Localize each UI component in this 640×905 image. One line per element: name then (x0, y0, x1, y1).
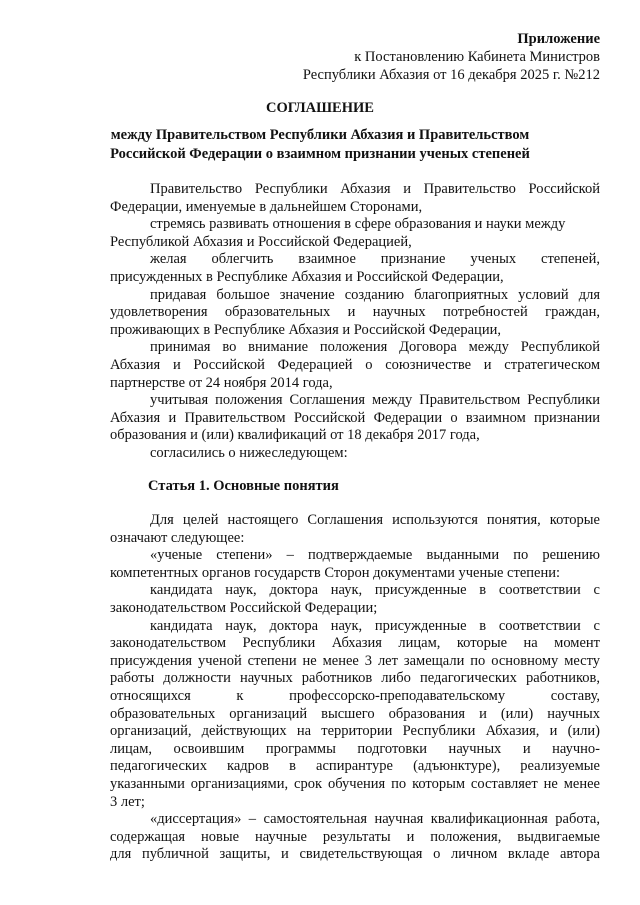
text-line: относящихся к профессорско-преподавательскому составу, (110, 687, 600, 704)
text-line: проживающих в Республике Абхазия и Российской Федерации, (110, 321, 501, 338)
text-line: Республикой Абхазия и Российской Федерацией, (110, 233, 412, 250)
text-line: законодательством Республики Абхазия лицам, которые на момент (110, 635, 600, 652)
text-line: Федерации, именуемые в дальнейшем Сторонами, (110, 198, 423, 215)
text-line: означают следующее: (110, 529, 245, 546)
appendix-line-2: Республики Абхазия от 16 декабря 2025 г. №212 (302, 67, 600, 83)
text-line: педагогических кадров в аспирантуре (адъюнктуре), реализуемые (110, 758, 600, 775)
text-line: Для целей настоящего Соглашения используются понятия, которые (150, 512, 600, 528)
text-line: согласились о нижеследующем: (150, 444, 348, 461)
text-line: присужденных в Республике Абхазия и Российской Федерации, (110, 268, 504, 285)
text-line: Абхазия и Правительством Российской Федерации о взаимном признании (110, 409, 600, 426)
appendix-label: Приложение (517, 31, 600, 47)
text-line: удовлетворения образовательных и научных потребностей граждан, (110, 304, 600, 321)
text-line: стремясь развивать отношения в сфере образования и науки между (150, 216, 566, 233)
article-1-heading: Статья 1. Основные понятия (148, 478, 339, 494)
text-line: законодательством Российской Федерации; (110, 599, 378, 616)
subtitle-line-1: между Правительством Республики Абхазия и Правительством (110, 127, 530, 143)
appendix-line-1: к Постановлению Кабинета Министров (354, 49, 600, 65)
text-line: лицам, освоившим программы подготовки научных и научно- (110, 740, 600, 757)
article-1-body (110, 512, 600, 864)
text-line: организаций, действующих на территории Республики Абхазия, и (или) (110, 723, 600, 740)
text-line: образования и (или) квалификаций от 18 декабря 2017 года, (110, 427, 480, 444)
text-line: компетентных органов государств Сторон документами ученые степени: (110, 564, 561, 581)
text-line: содержащая новые научные результаты и положения, выдвигаемые (110, 828, 600, 845)
text-line: присуждения ученой степени не менее 3 лет замещали по основному месту (110, 652, 600, 669)
text-line: указанными организациями, срок обучения по которым составляет не менее (110, 775, 600, 792)
text-line: кандидата наук, доктора наук, присужденные в соответствии с (150, 617, 600, 634)
text-line: Абхазия и Российской Федерацией о союзничестве и стратегическом (110, 356, 600, 373)
text-line: образовательных организаций высшего образования и (или) научных (110, 705, 600, 722)
text-line: кандидата наук, доктора наук, присужденные в соответствии с (150, 582, 600, 599)
text-line: «диссертация» – самостоятельная научная квалификационная работа, (150, 811, 600, 828)
preamble-paragraph-1 (110, 181, 600, 463)
text-line: «ученые степени» – подтверждаемые выданными по решению (150, 547, 600, 564)
text-line: 3 лет; (110, 793, 145, 810)
text-line: придавая большое значение созданию благоприятных условий для (150, 286, 600, 303)
text-line: учитывая положения Соглашения между Правительством Республики (150, 392, 600, 409)
text-line: принимая во внимание положения Договора между Республикой (150, 339, 600, 356)
document-title: СОГЛАШЕНИЕ (266, 100, 374, 116)
text-line: работы должности научных работников либо педагогических работников, (110, 670, 600, 687)
subtitle-line-2: Российской Федерации о взаимном признании ученых степеней (110, 146, 530, 162)
text-line: для публичной защиты, и свидетельствующая о личном вкладе автора (110, 846, 600, 863)
text-line: Правительство Республики Абхазия и Правительство Российской (150, 181, 600, 197)
text-line: желая облегчить взаимное признание ученых степеней, (150, 251, 600, 268)
text-line: партнерстве от 24 ноября 2014 года, (110, 374, 333, 391)
